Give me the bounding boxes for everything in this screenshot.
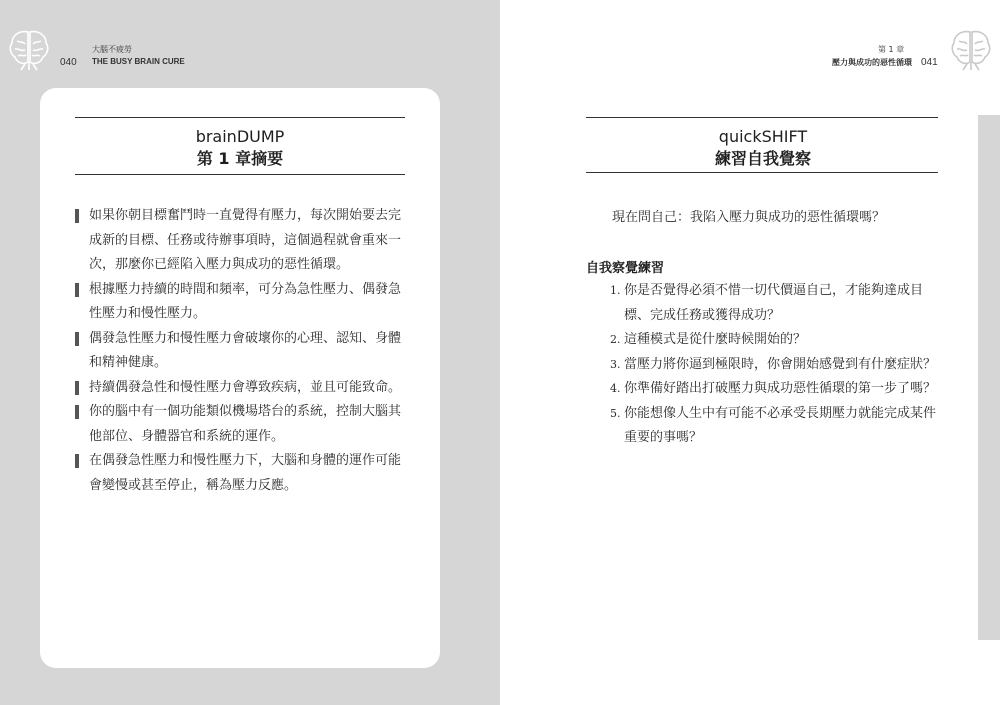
chapter-label: 第 1 章: [878, 45, 905, 54]
list-item: 4. 你準備好踏出打破壓力與成功惡性循環的第一步了嗎？: [610, 381, 937, 396]
brain-icon: [948, 26, 994, 72]
list-item: 在偶發急性壓力和慢性壓力下，大腦和身體的運作可能會變慢或甚至停止，稱為壓力反應。: [75, 449, 407, 498]
chapter-title-header: 壓力與成功的惡性循環: [832, 58, 912, 67]
page-number: 040: [60, 57, 77, 68]
list-item: 1. 你是否覺得必須不惜一切代價逼自己，才能夠達成目標、完成任務或獲得成功？: [610, 283, 924, 323]
bottom-rule: [586, 172, 938, 173]
page-number: 041: [921, 57, 938, 68]
list-item: 持續偶發急性和慢性壓力會導致疾病，並且可能致命。: [75, 376, 407, 401]
box-title-zh: 第 1 章摘要: [196, 149, 284, 168]
list-item: 偶發急性壓力和慢性壓力會破壞你的心理、認知、身體和精神健康。: [75, 327, 407, 376]
question-list: [610, 279, 945, 451]
intro-text: 現在問自己：我陷入壓力與成功的惡性循環嗎？: [612, 210, 886, 225]
box-title-en: brainDUMP: [195, 127, 285, 146]
brain-icon: [6, 26, 52, 72]
bullet-mark-icon: [75, 381, 79, 395]
bullet-mark-icon: [75, 454, 79, 468]
box-title-en: quickSHIFT: [718, 127, 808, 146]
exercise-title: 自我察覺練習: [586, 261, 665, 276]
book-subtitle-header: THE BUSY BRAIN CURE: [92, 57, 185, 66]
chapter-side-tab: [978, 115, 1000, 640]
bullet-mark-icon: [75, 209, 79, 223]
top-rule: [586, 117, 938, 118]
bullet-mark-icon: [75, 283, 79, 297]
bullet-mark-icon: [75, 332, 79, 346]
bottom-rule: [75, 174, 405, 175]
list-item: 如果你朝目標奮鬥時一直覺得有壓力，每次開始要去完成新的目標、任務或待辦事項時，這個過程就會重來一次，那麼你已經陷入壓力與成功的惡性循環。: [75, 204, 407, 278]
list-item: 3. 當壓力將你逼到極限時，你會開始感覺到有什麼症狀？: [610, 356, 937, 372]
list-item: 你的腦中有一個功能類似機場塔台的系統，控制大腦其他部位、身體器官和系統的運作。: [75, 400, 407, 449]
list-item: 2. 這種模式是從什麼時候開始的？: [610, 332, 807, 347]
top-rule: [75, 117, 405, 118]
bullet-mark-icon: [75, 405, 79, 419]
summary-list: [75, 204, 407, 498]
box-title-zh: 練習自我覺察: [714, 149, 811, 168]
book-title-header: 大腦不疲勞: [92, 45, 132, 54]
list-item: 根據壓力持續的時間和頻率，可分為急性壓力、偶發急性壓力和慢性壓力。: [75, 278, 407, 327]
list-item: 5. 你能想像人生中有可能不必承受長期壓力就能完成某件重要的事嗎？: [610, 405, 937, 445]
